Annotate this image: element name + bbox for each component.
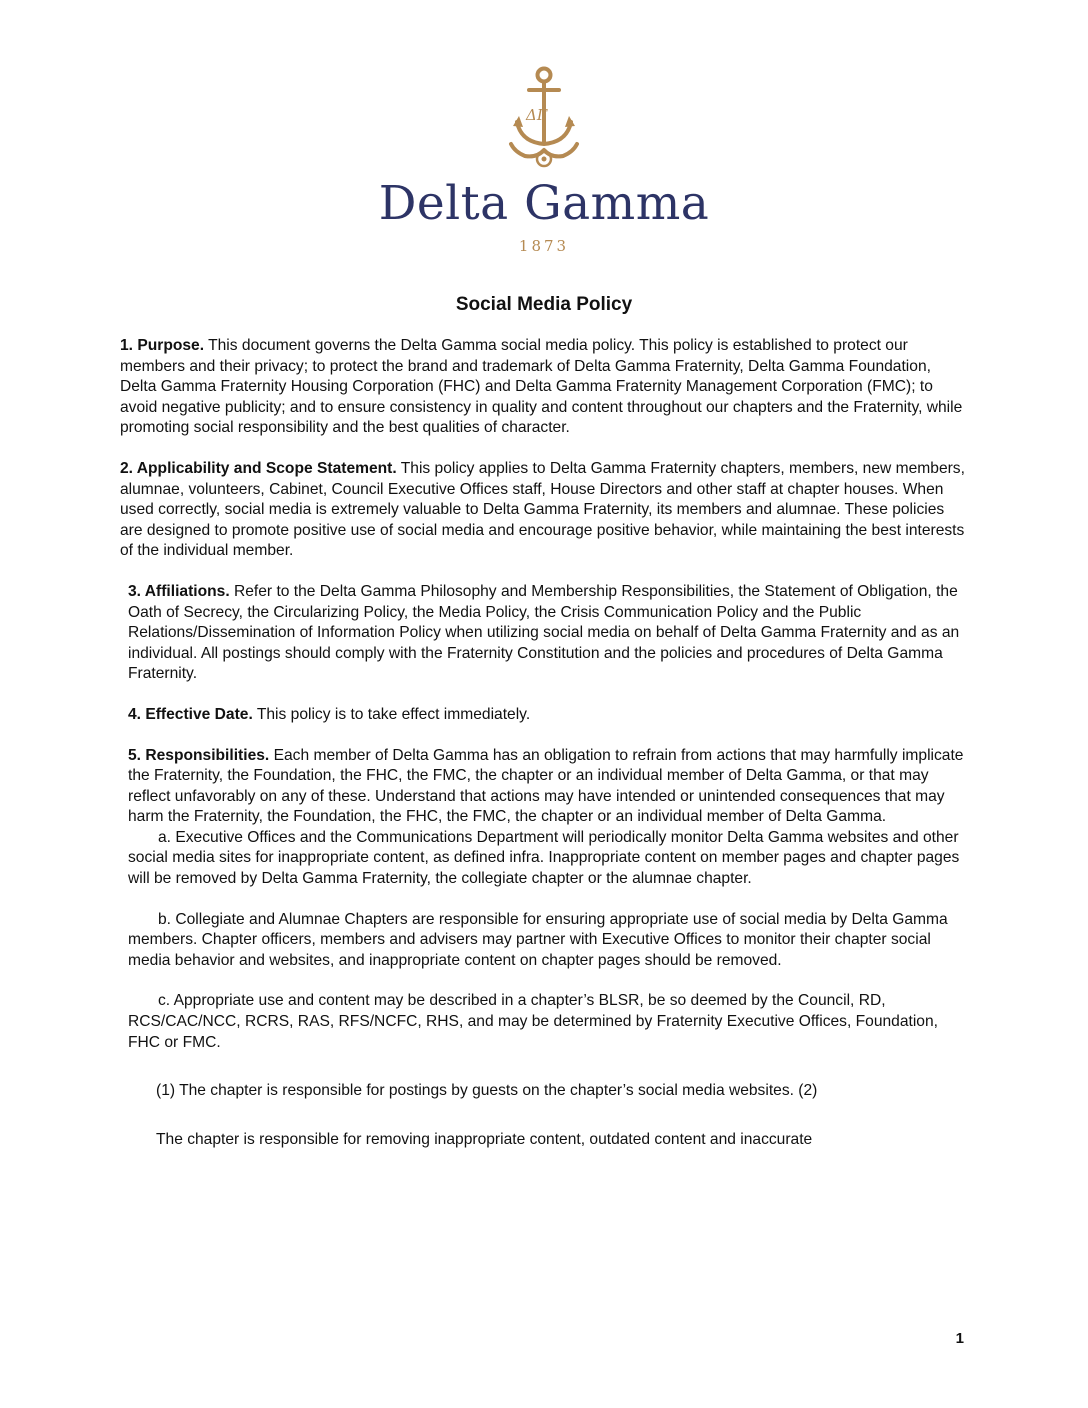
crest-letters: ΔΓ — [526, 106, 548, 124]
section-heading: 4. Effective Date. — [128, 705, 253, 723]
section-text: This policy applies to Delta Gamma Fraternity chapters, members, new members, alumnae, volunteers, Cabinet, Council Executive Offices staff, House Directors and other staff at chapter houses. When used correctly, social media is extremely valuable to Delta Gamma Fraternity, its members and alumnae. These policies are designed to promote positive use of social media and encourage positive behavior, while maintaining the best interests of the individual member. — [120, 459, 965, 560]
subsection-b: b. Collegiate and Alumnae Chapters are responsible for ensuring appropriate use of social media by Delta Gamma members. Chapter officers, members and advisers may partner with Executive Offices to monitor their chapter social media behavior and websites, and inappropriate content on chapter pages should be removed. — [128, 910, 948, 969]
section-heading: 3. Affiliations. — [128, 582, 230, 600]
founding-year: 1873 — [518, 237, 570, 255]
section-purpose — [120, 336, 970, 439]
list-item: (1) The chapter is responsible for postings by guests on the chapter’s social media websites. (2) — [156, 1082, 818, 1100]
delta-gamma-logo — [0, 64, 1088, 254]
section-applicability — [120, 459, 970, 562]
section-affiliations — [120, 582, 970, 685]
section-text: This document governs the Delta Gamma social media policy. This policy is established to protect our members and their privacy; to protect the brand and trademark of Delta Gamma Fraternity, Delta Gamma Foundation, Delta Gamma Fraternity Housing Corporation (FHC) and Delta Gamma Fraternity Management Corporation (FMC); to avoid negative publicity; and to ensure consistency in quality and content throughout our chapters and the Fraternity, while promoting social responsibility and the best qualities of character. — [120, 337, 963, 437]
brand-wordmark: Delta Gamma — [378, 176, 710, 231]
list-item: The chapter is responsible for removing inappropriate content, outdated content and inaccurate — [156, 1130, 813, 1148]
section-heading: 5. Responsibilities. — [128, 746, 270, 764]
section-heading: 1. Purpose. — [120, 337, 205, 354]
section-effective-date — [120, 705, 970, 726]
section-text: Refer to the Delta Gamma Philosophy and Membership Responsibilities, the Statement of Obligation, the Oath of Secrecy, the Circularizing Policy, the Media Policy, the Crisis Communication Policy and the Public Relations/Dissemination of Information Policy when utilizing social media on behalf of Delta Gamma Fraternity and as an individual. All postings should comply with the Fraternity Constitution and the policies and procedures of Delta Gamma Fraternity. — [128, 582, 960, 683]
page-number: 1 — [955, 1330, 964, 1347]
section-responsibilities — [120, 746, 970, 828]
subsection-c: c. Appropriate use and content may be described in a chapter’s BLSR, be so deemed by the Council, RD, RCS/CAC/NCC, RCRS, RAS, RFS/NCFC, RHS, and may be determined by Fraternity Executive Offices, Foundation, FHC or FMC. — [128, 992, 938, 1051]
section-heading: 2. Applicability and Scope Statement. — [120, 459, 397, 477]
section-text: This policy is to take effect immediately. — [252, 705, 531, 723]
section-text: Each member of Delta Gamma has an obligation to refrain from actions that may harmfully implicate the Fraternity, the Foundation, the FHC, the FMC, the chapter or an individual member of Delta Gamma, or that may reflect unfavorably on any of these. Understand that actions may have intended or unintended consequences that may harm the Fraternity, the Foundation, the FHC, the FMC, the chapter or an individual member of Delta Gamma. — [128, 746, 964, 826]
anchor-icon — [499, 64, 589, 176]
document-body — [120, 336, 970, 1178]
subsection-a: a. Executive Offices and the Communications Department will periodically monitor Delta Gamma websites and other social media sites for inappropriate content, as defined infra. Inappropriate content on member pages and chapter pages will be removed by Delta Gamma Fraternity, the collegiate chapter or the alumnae chapter. — [128, 828, 960, 888]
document-title: Social Media Policy — [455, 294, 633, 315]
